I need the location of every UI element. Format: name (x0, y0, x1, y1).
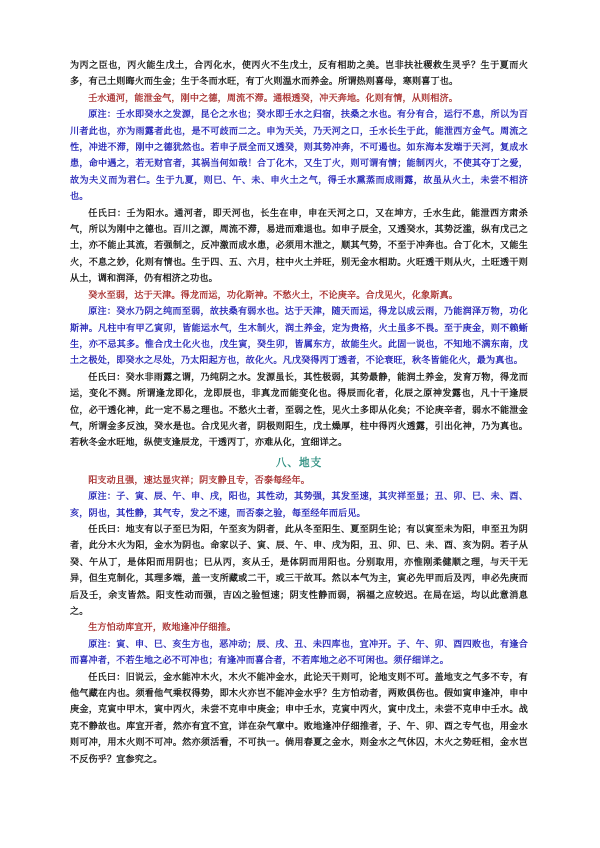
paragraph-verse-renshui: 壬水通河，能泄金气，刚中之德，周流不滞。通根透癸，冲天奔地。化则有情，从则相济。 (88, 93, 458, 104)
paragraph-verse-shengfang: 生方怕动库宜开，败地逢冲仔细推。 (88, 623, 237, 634)
paragraph-commentary-renshui: 任氏曰：壬为阳水。通河者，即天河也，长生在申，申在天河之口，又在坤方，壬水生此，能泄西方肃杀气，所以为刚中之德也。百川之源，周流不滞，易进而难退也。如申子辰全，又透癸水，其势泛滥，纵有戊己之土，亦不能止其流，若强制之，反冲激而成水患，必须用木泄之，顺其气势，不至于冲奔也。合丁化木，又能生火，不息之妙，化则有情也。生于四、五、六月，柱中火土并旺，别无金水相助。火旺透干则从火，土旺透干则从土，调和润泽，仍有相济之功也。 (70, 208, 528, 285)
paragraph-verse-yangzhi: 阳支动且强，速达显灾祥；阴支静且专，否泰每经年。 (88, 475, 311, 486)
paragraph-annotation-renshui: 原注：壬水即癸水之发源，昆仑之水也；癸水即壬水之归宿，扶桑之水也。有分有合，运行不息，所以为百川者此也，亦为雨露者此也，是不可歧而二之。申为天关，乃天河之口，壬水长生于此，能泄西方金气。周流之性，冲进不滞，刚中之德犹然也。若申子辰全而又透癸，则其势冲奔，不可遏也。如东海本发端于天河，复成水患，命中遇之，若无财官者，其祸当何如哉！合丁化木，又生丁火，则可谓有情；能制丙火，不使其夺丁之爱，故为夫义而为君仁。生于九夏，则巳、午、未、申火土之气，得壬水熏蒸而成雨露，故虽从火土，未尝不相济也。 (70, 110, 528, 203)
paragraph-body-1: 为丙之臣也，丙火能生戊土，合丙化水，使丙火不生戊土，反有相助之美。岂非扶社稷救生灵乎？生于夏而火多，有己土则晦火而生金；生于冬而水旺，有丁火则温水而养金。所谓热则喜母，寒则喜丁也。 (70, 61, 528, 88)
document-body (70, 58, 528, 768)
paragraph-commentary-shengfang: 任氏曰：旧说云，金水能冲木火，木火不能冲金水，此论天干则可，论地支则不可。盖地支之气多不专，有他气藏在内也。须看他气乘权得势，即木火亦岂不能冲金水乎？生方怕动者，两败俱伤也。假如寅申逢冲，申中庚金，克寅中甲木，寅中丙火，未尝不克申中庚金；申中壬水，克寅中丙火，寅中戊土，未尝不克申中壬水。战克不静故也。库宜开者，然亦有宜不宜，详在杂气章中。败地逢冲仔细推者，子、午、卯、酉之专气也，用金水则可冲，用木火则不可冲。然亦须活看，不可执一。倘用春夏之金水，则金水之气休囚，木火之势旺相，金水岂不反伤乎？宜参究之。 (70, 672, 528, 765)
paragraph-verse-guishui: 癸水至弱，达于天津。得龙而运，功化斯神。不愁火土，不论庚辛。合戊见火，化象斯真。 (88, 290, 458, 301)
paragraph-commentary-dizhi: 任氏曰：地支有以子至巳为阳，午至亥为阴者，此从冬至阳生、夏至阴生论；有以寅至未为阳，申至丑为阴者，此分木火为阳，金水为阴也。命家以子、寅、辰、午、申、戌为阳，丑、卯、巳、未、酉、亥为阴。若子从癸、午从丁，是体阳而用阴也；巳从丙，亥从壬，是体阴而用阳也。分别取用，亦惟刚柔健顺之理，与天干无异，但生克制化，其理多端，盖一支所藏或二干，或三干故耳。然以本气为主，寅必先甲而后及丙，申必先庚而后及壬，余支皆然。阳支性动而强，吉凶之验恒速；阴支性静而弱，祸福之应较迟。在局在运，均以此意消息之。 (70, 524, 528, 617)
paragraph-annotation-guishui: 原注：癸水乃阴之纯而至弱，故扶桑有弱水也。达于天津，随天而运，得龙以成云雨，乃能润泽万物，功化斯神。凡柱中有甲乙寅卯，皆能运水气，生木制火，润土养金，定为贵格，火土虽多不畏。至于庚金，则不赖蜥生，亦不忌其多。惟合戊土化火也，戊生寅，癸生卯，皆属东方，故能生火。此固一说也，不知地不满东南，戊土之极处，即癸水之尽处，乃太阳起方也，故化火。凡戊癸得丙丁透者，不论衰旺，秋冬皆能化火，最为真也。 (70, 307, 528, 367)
section-heading-dizhi: 八、地支 (275, 456, 323, 469)
paragraph-commentary-guishui: 任氏曰：癸水非雨露之谓，乃纯阴之水。发源虽长，其性极弱，其势最静，能润土养金，发育万物，得龙而运，变化不测。所谓逢龙即化，龙即辰也，非真龙而能变化也。得辰而化者，化辰之原神发露也，凡十干逢辰位，必干透化神，此一定不易之理也。不愁火土者，至弱之性，见火土多即从化矣；不论庚辛者，弱水不能泄金气，所谓金多反浊，癸水是也。合戊见火者，阴极则阳生，戊土燥厚，柱中得丙火透露，引出化神，乃为真也。若秋冬金水旺地，纵使支逢辰龙，干透丙丁，亦难从化，宜细详之。 (70, 372, 528, 449)
paragraph-annotation-shengfang: 原注：寅、申、巳、亥生方也，恶冲动；辰、戌、丑、未四库也，宜冲开。子、午、卯、酉四败也，有逢合而喜冲者，不若生地之必不可冲也；有逢冲而喜合者，不若库地之必不可闲也。须仔细详之。 (70, 639, 528, 667)
paragraph-annotation-yangzhi: 原注：子、寅、辰、午、申、戌，阳也，其性动，其势强，其发至速，其灾祥至显；丑、卯、巳、未、酉、亥，阴也，其性静，其气专，发之不速，而否泰之验，每至经年而后见。 (70, 492, 528, 519)
